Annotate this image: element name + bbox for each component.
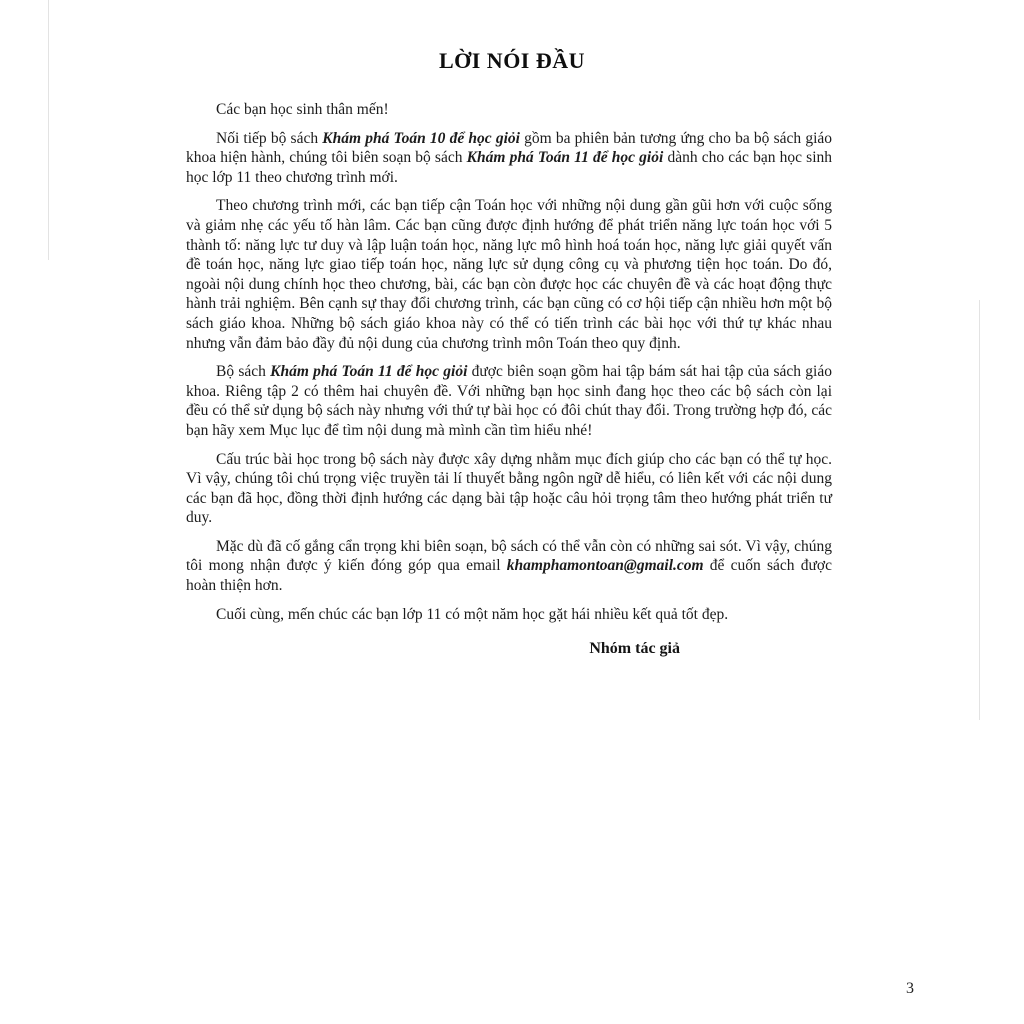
text-segment: dành cho các bạn học sinh học lớp 11 theo chương trình mới. [186, 149, 832, 186]
text-segment: Khám phá Toán 10 để học giỏi [322, 129, 520, 147]
paragraph [186, 129, 832, 188]
paragraph [186, 537, 832, 596]
author-signature: Nhóm tác giả [589, 640, 680, 658]
paragraph [186, 100, 832, 120]
text-segment: Bộ sách [216, 363, 271, 381]
paragraph [186, 605, 832, 625]
paragraph [186, 450, 832, 528]
preface-body [186, 100, 832, 624]
text-segment: Khám phá Toán 11 để học giỏi [466, 149, 664, 167]
page-title: LỜI NÓI ĐẦU [438, 48, 586, 73]
text-segment: Nối tiếp bộ sách [216, 129, 323, 147]
scan-edge-right [979, 300, 980, 720]
text-segment: Mặc dù đã cố gắng cẩn trọng khi biên soạn, bộ sách có thể vẫn còn có những sai sót. Vì vậy, chúng tôi mong nhận được ý kiến đóng góp qua email [186, 537, 832, 575]
paragraph [186, 196, 832, 353]
scan-edge-left [48, 0, 49, 260]
text-segment: gồm ba phiên bản tương ứng cho ba bộ sách giáo khoa hiện hành, chúng tôi biên soạn bộ sách [186, 129, 833, 167]
text-segment: Các bạn học sinh thân mến! [216, 101, 389, 118]
text-segment: khamphamontoan@gmail.com [506, 557, 704, 575]
text-segment: Cuối cùng, mến chúc các bạn lớp 11 có một năm học gặt hái nhiều kết quả tốt đẹp. [216, 605, 729, 623]
paragraph [186, 362, 832, 440]
text-segment: được biên soạn gồm hai tập bám sát hai tập của sách giáo khoa. Riêng tập 2 có thêm hai chuyên đề. Với những bạn học sinh đang học theo các bộ sách còn lại đều có thể sử dụng bộ sách này nhưng với thứ tự bài học có đôi chút thay đổi. Trong trường hợp đó, các bạn hãy xem Mục lục để tìm nội dung mà mình cần tìm hiểu nhé! [186, 363, 832, 439]
text-segment: Theo chương trình mới, các bạn tiếp cận Toán học với những nội dung gần gũi hơn với cuộc sống và giảm nhẹ các yếu tố hàn lâm. Các bạn cũng được định hướng để phát triển năng lực toán học với 5 thành tố: năng lực tư duy và lập luận toán học, năng lực mô hình hoá toán học, năng lực giải quyết vấn đề toán học, năng lực giao tiếp toán học, năng lực sử dụng công cụ và phương tiện học toán. Do đó, ngoài nội dung chính học theo chương, bài, các bạn còn được học các chuyên đề và các hoạt động thực hành trải nghiệm. Bên cạnh sự thay đổi chương trình, các bạn cũng có cơ hội tiếp cận nhiều hơn một bộ sách giáo khoa. Những bộ sách giáo khoa này có thể có tiến trình các bài học với thứ tự khác nhau nhưng vẫn đảm bảo đầy đủ nội dung của chương trình môn Toán theo quy định. [186, 197, 832, 352]
text-segment: Cấu trúc bài học trong bộ sách này được xây dựng nhằm mục đích giúp cho các bạn có thể tự học. Vì vậy, chúng tôi chú trọng việc truyền tải lí thuyết bằng ngôn ngữ dễ hiểu, có liên kết với các nội dung các bạn đã học, đồng thời định hướng các dạng bài tập hoặc câu hỏi trọng tâm theo hướng phát triển tư duy. [186, 450, 832, 527]
text-segment: để cuốn sách được hoàn thiện hơn. [186, 557, 832, 595]
page-number: 3 [906, 980, 914, 997]
text-segment: Khám phá Toán 11 để học giỏi [270, 363, 468, 381]
